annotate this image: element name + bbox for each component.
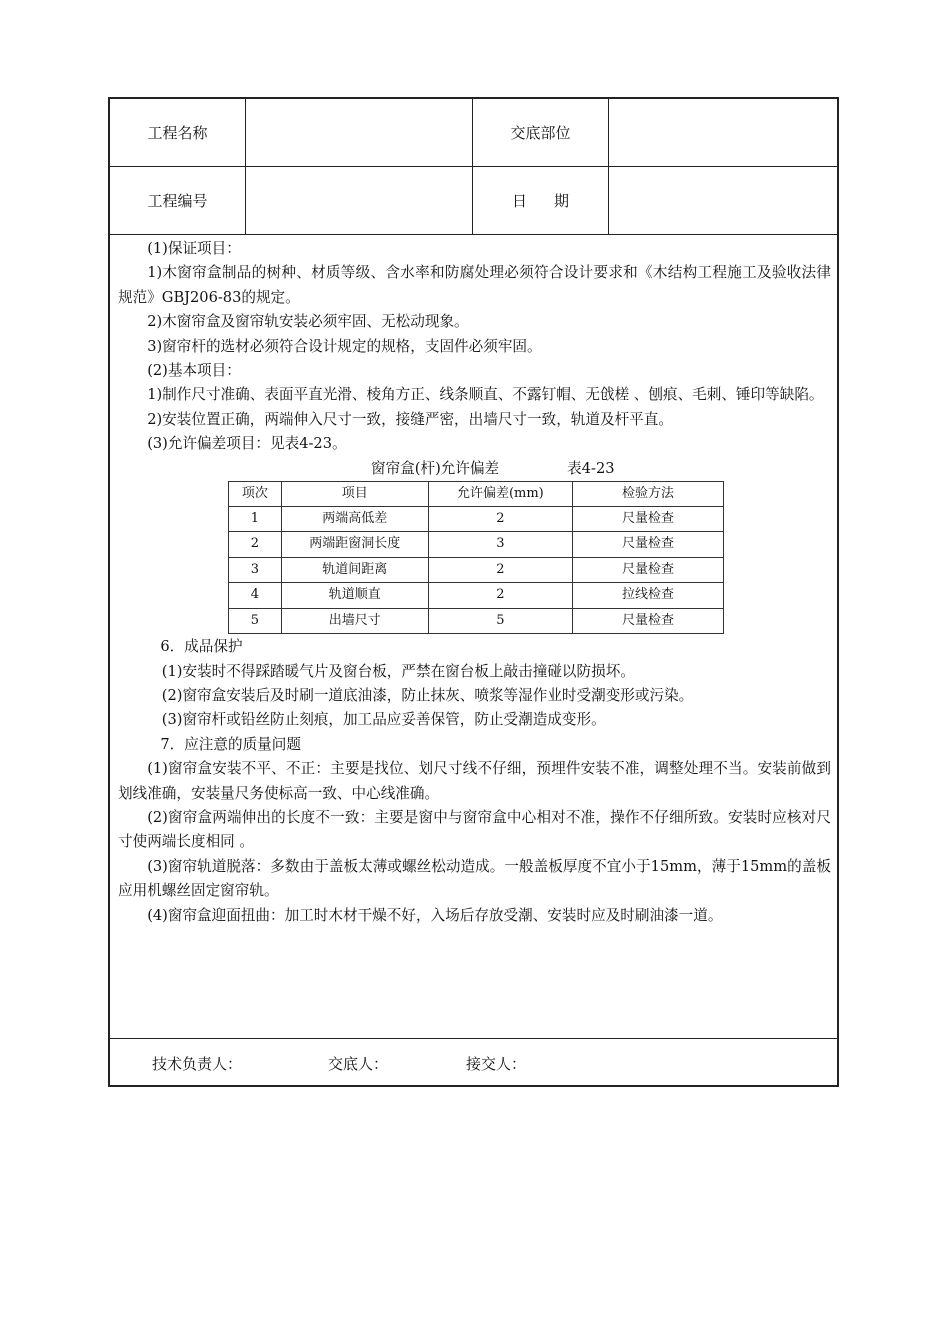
table-cell: 尺量检查 bbox=[572, 608, 723, 633]
table-cell: 2 bbox=[428, 507, 572, 532]
header-row-2 bbox=[110, 167, 837, 235]
paragraph: 2)安装位置正确，两端伸入尺寸一致，接缝严密，出墙尺寸一致，轨道及杆平直。 bbox=[147, 410, 673, 428]
table-cell: 尺量检查 bbox=[572, 532, 723, 557]
table-cell: 2 bbox=[428, 557, 572, 582]
column-header: 项目 bbox=[281, 481, 428, 506]
project-name-label: 工程名称 bbox=[110, 99, 246, 166]
paragraph: 1)木窗帘盒制品的树种、材质等级、含水率和防腐处理必须符合设计要求和《木结构工程施工及验收法律规范》GBJ206-83的规定。 bbox=[118, 264, 831, 306]
location-field[interactable] bbox=[609, 99, 839, 166]
location-label: 交底部位 bbox=[473, 99, 609, 166]
table-cell: 5 bbox=[428, 608, 572, 633]
signature-row bbox=[110, 1039, 837, 1087]
section-heading: 7．应注意的质量问题 bbox=[160, 735, 301, 753]
paragraph: (4)窗帘盒迎面扭曲：加工时木材干燥不好，入场后存放受潮、安装时应及时刷油漆一道。 bbox=[147, 906, 723, 924]
discloser-label: 交底人： bbox=[328, 1054, 389, 1073]
table-row bbox=[229, 608, 724, 633]
table-cell: 轨道间距离 bbox=[281, 557, 428, 582]
table-caption bbox=[118, 457, 831, 481]
disclosure-content bbox=[110, 235, 837, 1039]
table-row bbox=[229, 532, 724, 557]
project-no-label: 工程编号 bbox=[110, 167, 246, 234]
table-cell: 5 bbox=[229, 608, 282, 633]
date-label: 日期 bbox=[473, 167, 609, 234]
paragraph: (3)允许偏差项目：见表4-23。 bbox=[147, 435, 347, 453]
section-heading: 6．成品保护 bbox=[160, 638, 243, 656]
header-row-1 bbox=[110, 99, 837, 167]
table-row bbox=[229, 583, 724, 608]
paragraph: (3)窗帘轨道脱落：多数由于盖板太薄或螺丝松动造成。一般盖板厚度不宜小于15mm，薄于15mm的盖板应用机螺丝固定窗帘轨。 bbox=[118, 857, 831, 900]
table-cell: 尺量检查 bbox=[572, 507, 723, 532]
paragraph: (2)基本项目： bbox=[147, 362, 241, 380]
table-cell: 1 bbox=[229, 507, 282, 532]
table-cell: 4 bbox=[229, 583, 282, 608]
paragraph: 3)窗帘杆的选材必须符合设计规定的规格，支固件必须牢固。 bbox=[147, 337, 542, 355]
paragraph: (2)窗帘盒安装后及时刷一道底油漆，防止抹灰、喷浆等湿作业时受潮变形或污染。 bbox=[161, 686, 694, 704]
column-header: 检验方法 bbox=[572, 481, 723, 506]
receiver-label: 接交人： bbox=[466, 1054, 527, 1073]
table-title: 窗帘盒(杆)允许偏差 bbox=[371, 459, 500, 477]
table-cell: 尺量检查 bbox=[572, 557, 723, 582]
table-cell: 3 bbox=[428, 532, 572, 557]
table-cell: 两端距窗洞长度 bbox=[281, 532, 428, 557]
table-row bbox=[229, 557, 724, 582]
column-header: 允许偏差(mm) bbox=[428, 481, 572, 506]
table-number: 表4-23 bbox=[567, 459, 615, 477]
project-name-field[interactable] bbox=[246, 99, 473, 166]
disclosure-form bbox=[108, 97, 839, 1087]
table-cell: 拉线检查 bbox=[572, 583, 723, 608]
table-cell: 两端高低差 bbox=[281, 507, 428, 532]
paragraph: 2)木窗帘盒及窗帘轨安装必须牢固、无松动现象。 bbox=[147, 313, 469, 331]
table-cell: 3 bbox=[229, 557, 282, 582]
tech-lead-label: 技术负责人： bbox=[152, 1054, 243, 1073]
paragraph: (1)安装时不得踩踏暖气片及窗台板，严禁在窗台板上敲击撞碰以防损坏。 bbox=[161, 662, 635, 680]
paragraph: (1)窗帘盒安装不平、不正：主要是找位、划尺寸线不仔细，预埋件安装不准，调整处理不当。安装前做到划线准确，安装量尺务使标高一致、中心线准确。 bbox=[118, 760, 831, 802]
date-field[interactable] bbox=[609, 167, 839, 234]
table-cell: 轨道顺直 bbox=[281, 583, 428, 608]
project-no-field[interactable] bbox=[246, 167, 473, 234]
tolerance-table bbox=[228, 481, 724, 634]
paragraph: (3)窗帘杆或铅丝防止刻痕，加工品应妥善保管，防止受潮造成变形。 bbox=[161, 711, 606, 729]
table-cell: 2 bbox=[229, 532, 282, 557]
paragraph: (2)窗帘盒两端伸出的长度不一致：主要是窗中与窗帘盒中心相对不准，操作不仔细所致。安装时应核对尺寸使两端长度相同 。 bbox=[118, 808, 831, 851]
table-cell: 出墙尺寸 bbox=[281, 608, 428, 633]
paragraph: 1)制作尺寸准确、表面平直光滑、棱角方正、线条顺直、不露钉帽、无戗槎 、刨痕、毛刺、锤印等缺陷。 bbox=[147, 386, 824, 404]
column-header: 项次 bbox=[229, 481, 282, 506]
table-row bbox=[229, 507, 724, 532]
table-cell: 2 bbox=[428, 583, 572, 608]
table-header-row bbox=[229, 481, 724, 506]
paragraph: (1)保证项目： bbox=[147, 240, 241, 257]
